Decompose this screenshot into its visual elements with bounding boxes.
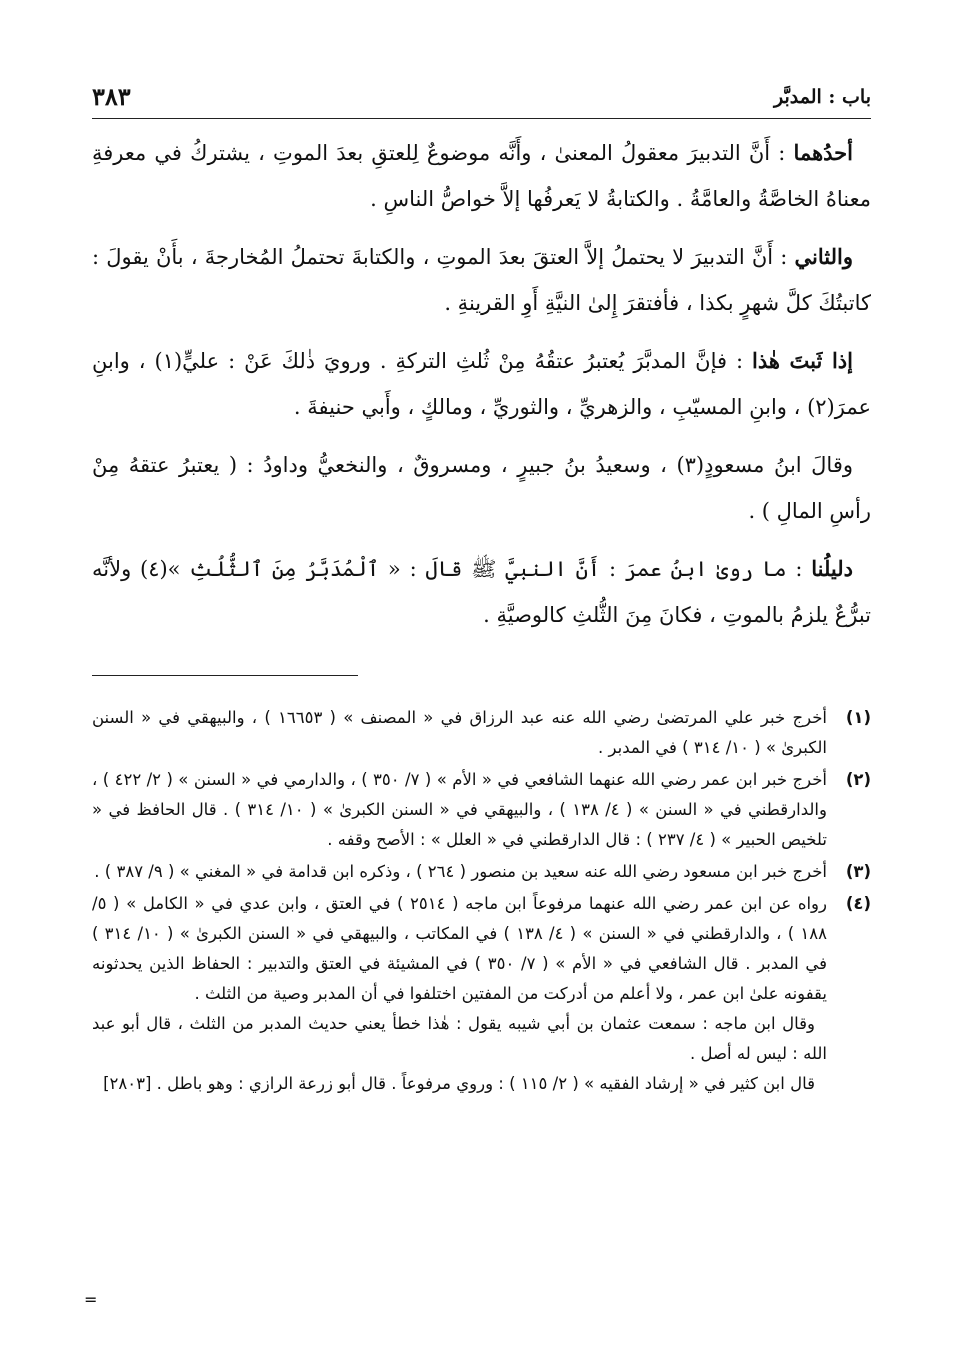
footnote-divider xyxy=(92,675,358,676)
footnote-item xyxy=(92,765,871,855)
paragraph-text: : أَنَّ التدبيرَ لا يحتملُ إلاَّ العتقَ بعدَ الموتِ ، والكتابةَ تحتملُ المُخارجةَ ، بأَنْ يقولَ : كاتبتُكَ كلَّ شهرٍ بكذا ، فأفتقرَ إِلىٰ النيَّةِ أَوِ القرينةِ . xyxy=(92,245,871,315)
paragraph-lead: أحدُهما xyxy=(793,140,853,165)
footnote-continuation: وقال ابن ماجه : سمعت عثمان بن أبي شيبه يقول : هٰذا خطأ يعني حديث المدبر من الثلث ، قال أبو عبد الله : ليس له أصل . xyxy=(92,1014,827,1063)
paragraph-text: : ما روىٰ ابنُ عمرَ : أَنَّ النبيَّ ﷺ قالَ : « ٱلْمُدَبَّرُ مِنَ ٱلثُّلُثِ »(٤) ولأنَّه تبرُّعٌ يلزمُ بالموتِ ، فكانَ مِنَ الثُّلثِ كالوصيَّةِ . xyxy=(92,557,871,627)
page-number: ٣٨٣ xyxy=(92,82,131,111)
main-text xyxy=(92,130,871,650)
paragraph-text: : أَنَّ التدبيرَ معقولُ المعنىٰ ، وأَنَّه موضوعٌ لِلعتقِ بعدَ الموتِ ، يشتركُ في معرفةِ معناهُ الخاصَّةُ والعامَّةُ . والكتابةُ لا يَعرفُها إلاَّ خواصُّ الناسِ . xyxy=(92,141,871,211)
footnote-item xyxy=(92,703,871,763)
page-marker: = xyxy=(84,1290,98,1309)
footnote-text: أخرج خبر ابن عمر رضي الله عنهما الشافعي في « الأم » ( ٧/ ٣٥٠ ) ، والدارمي في « السنن » ( ٢/ ٤٢٢ ) ، والدارقطني في « السنن » ( ٤/ ١٣٨ ) ، والبيهقي في « السنن الكبرىٰ » ( ١٠/ ٣١٤ ) . قال الحافظ في « تلخيص الحبير » ( ٤/ ٢٣٧ ) : قال الدارقطني في « العلل » : الأصح وقفه . xyxy=(92,770,827,849)
footnote-reference-tail: [٢٨٠٣] xyxy=(103,1074,152,1093)
paragraph-first xyxy=(92,130,871,222)
paragraph-fifth xyxy=(92,546,871,638)
paragraph-lead: والثاني xyxy=(794,244,853,269)
footnote-text: أخرج خبر ابن مسعود رضي الله عنه سعيد بن منصور ( ٢٦٤ ) ، وذكره ابن قدامة في « المغني » ( ٩/ ٣٨٧ ) . xyxy=(94,862,827,881)
running-head: باب : المدبَّر xyxy=(773,86,871,108)
paragraph-third xyxy=(92,338,871,430)
paragraph-second xyxy=(92,234,871,326)
footnote-number: (٣) xyxy=(845,862,871,881)
footnote-number: (١) xyxy=(845,708,871,727)
page-header xyxy=(92,84,871,119)
paragraph-lead: دليلُنا xyxy=(811,556,853,581)
footnote-number: (٢) xyxy=(845,770,871,789)
footnote-text: أخرج خبر علي المرتضىٰ رضي الله عنه عبد الرزاق في « المصنف » ( ١٦٦٥٣ ) ، والبيهقي في « السنن الكبرىٰ » ( ١٠/ ٣١٤ ) في المدبر . xyxy=(92,708,827,757)
footnote-continuation xyxy=(92,1069,827,1099)
paragraph-text: : فإنَّ المدبَّرَ يُعتبرُ عتقُهُ مِنْ ثُلثِ التركةِ . ورويَ ذٰلكَ عَنْ : عليٍّ(١) ، وابنِ عمرَ(٢) ، وابنِ المسيّبِ ، والزهريِّ ، والثوريِّ ، ومالكٍ ، وأَبي حنيفةَ . xyxy=(92,349,871,419)
paragraph-fourth xyxy=(92,442,871,534)
footnote-item xyxy=(92,889,871,1099)
paragraph-lead: إذا ثَبتَ هٰذا xyxy=(752,348,853,373)
footnote-text: رواه عن ابن عمر رضي الله عنهما مرفوعاً ابن ماجه ( ٢٥١٤ ) في العتق ، وابن عدي في « الكامل » ( ٥/ ١٨٨ ) ، والدارقطني في « السنن » ( ٤/ ١٣٨ ) في المكاتب ، والبيهقي في « السنن الكبرىٰ » ( ١٠/ ٣١٤ ) في المدبر . قال الشافعي في « الأم » ( ٧/ ٣٥٠ ) في المشيئة في العتق والتدبير : الحفاظ الذين يحدثونه يقفونه علىٰ ابن عمر ، ولا أعلم من أدركت من المفتين اختلفوا في أن المدبر وصية من الثلث . xyxy=(92,894,828,1003)
footnotes xyxy=(92,703,871,1101)
footnote-number: (٤) xyxy=(845,894,871,913)
footnote-item xyxy=(92,857,871,887)
footnote-continuation-text: قال ابن كثير في « إرشاد الفقيه » ( ٢/ ١١٥ ) : وروي مرفوعاً . قال أبو زرعة الرازي : وهو باطل . xyxy=(156,1074,815,1093)
paragraph-text: وقالَ ابنُ مسعودٍ(٣) ، وسعيدُ بنُ جبيرٍ ، ومسروقٌ ، والنخعيُّ وداودُ : ( يعتبرُ عتقهُ مِنْ رأسِ المالِ ) . xyxy=(92,453,871,523)
footnote-body xyxy=(92,889,827,1099)
